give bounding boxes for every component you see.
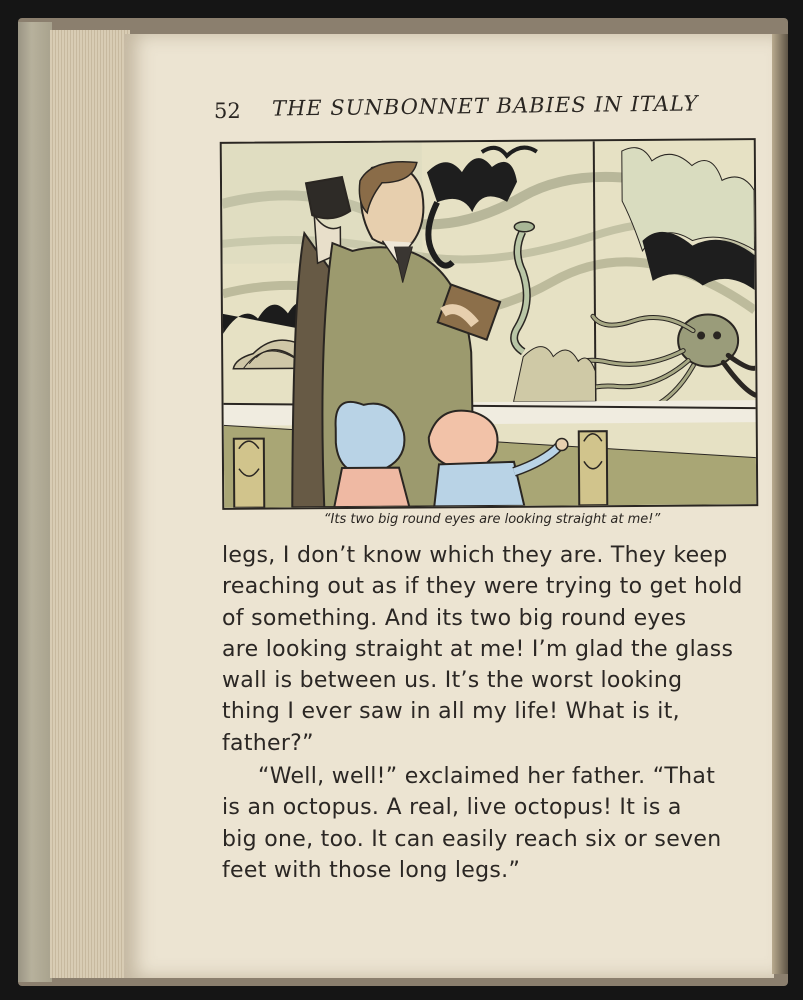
- text-line: feet with those long legs.”: [222, 857, 521, 883]
- text-line: of something. And its two big round eyes: [222, 605, 687, 631]
- text-line: wall is between us. It’s the worst looking: [222, 668, 683, 694]
- book-spine: [18, 22, 52, 982]
- body-text: [222, 540, 756, 886]
- text-line: thing I ever saw in all my life! What is it,: [222, 699, 680, 725]
- page-number: 52: [214, 99, 241, 123]
- running-title: THE SUNBONNET BABIES IN ITALY: [271, 91, 699, 121]
- book-right-edge: [772, 34, 788, 974]
- text-line: is an octopus. A real, live octopus! It is a: [222, 795, 682, 821]
- page-stack: [50, 30, 130, 978]
- text-line: legs, I don’t know which they are. They keep: [222, 543, 728, 568]
- text-line: father?”: [222, 730, 314, 756]
- aquarium-illustration: [220, 138, 759, 510]
- text-line: are looking straight at me! I’m glad the glass: [222, 636, 734, 662]
- text-line: big one, too. It can easily reach six or seven: [222, 826, 722, 852]
- illustration-caption: “Its two big round eyes are looking straight at me!”: [323, 512, 661, 527]
- text-line: reaching out as if they were trying to get hold: [222, 574, 743, 600]
- text-line: “Well, well!” exclaimed her father. “That: [258, 764, 716, 790]
